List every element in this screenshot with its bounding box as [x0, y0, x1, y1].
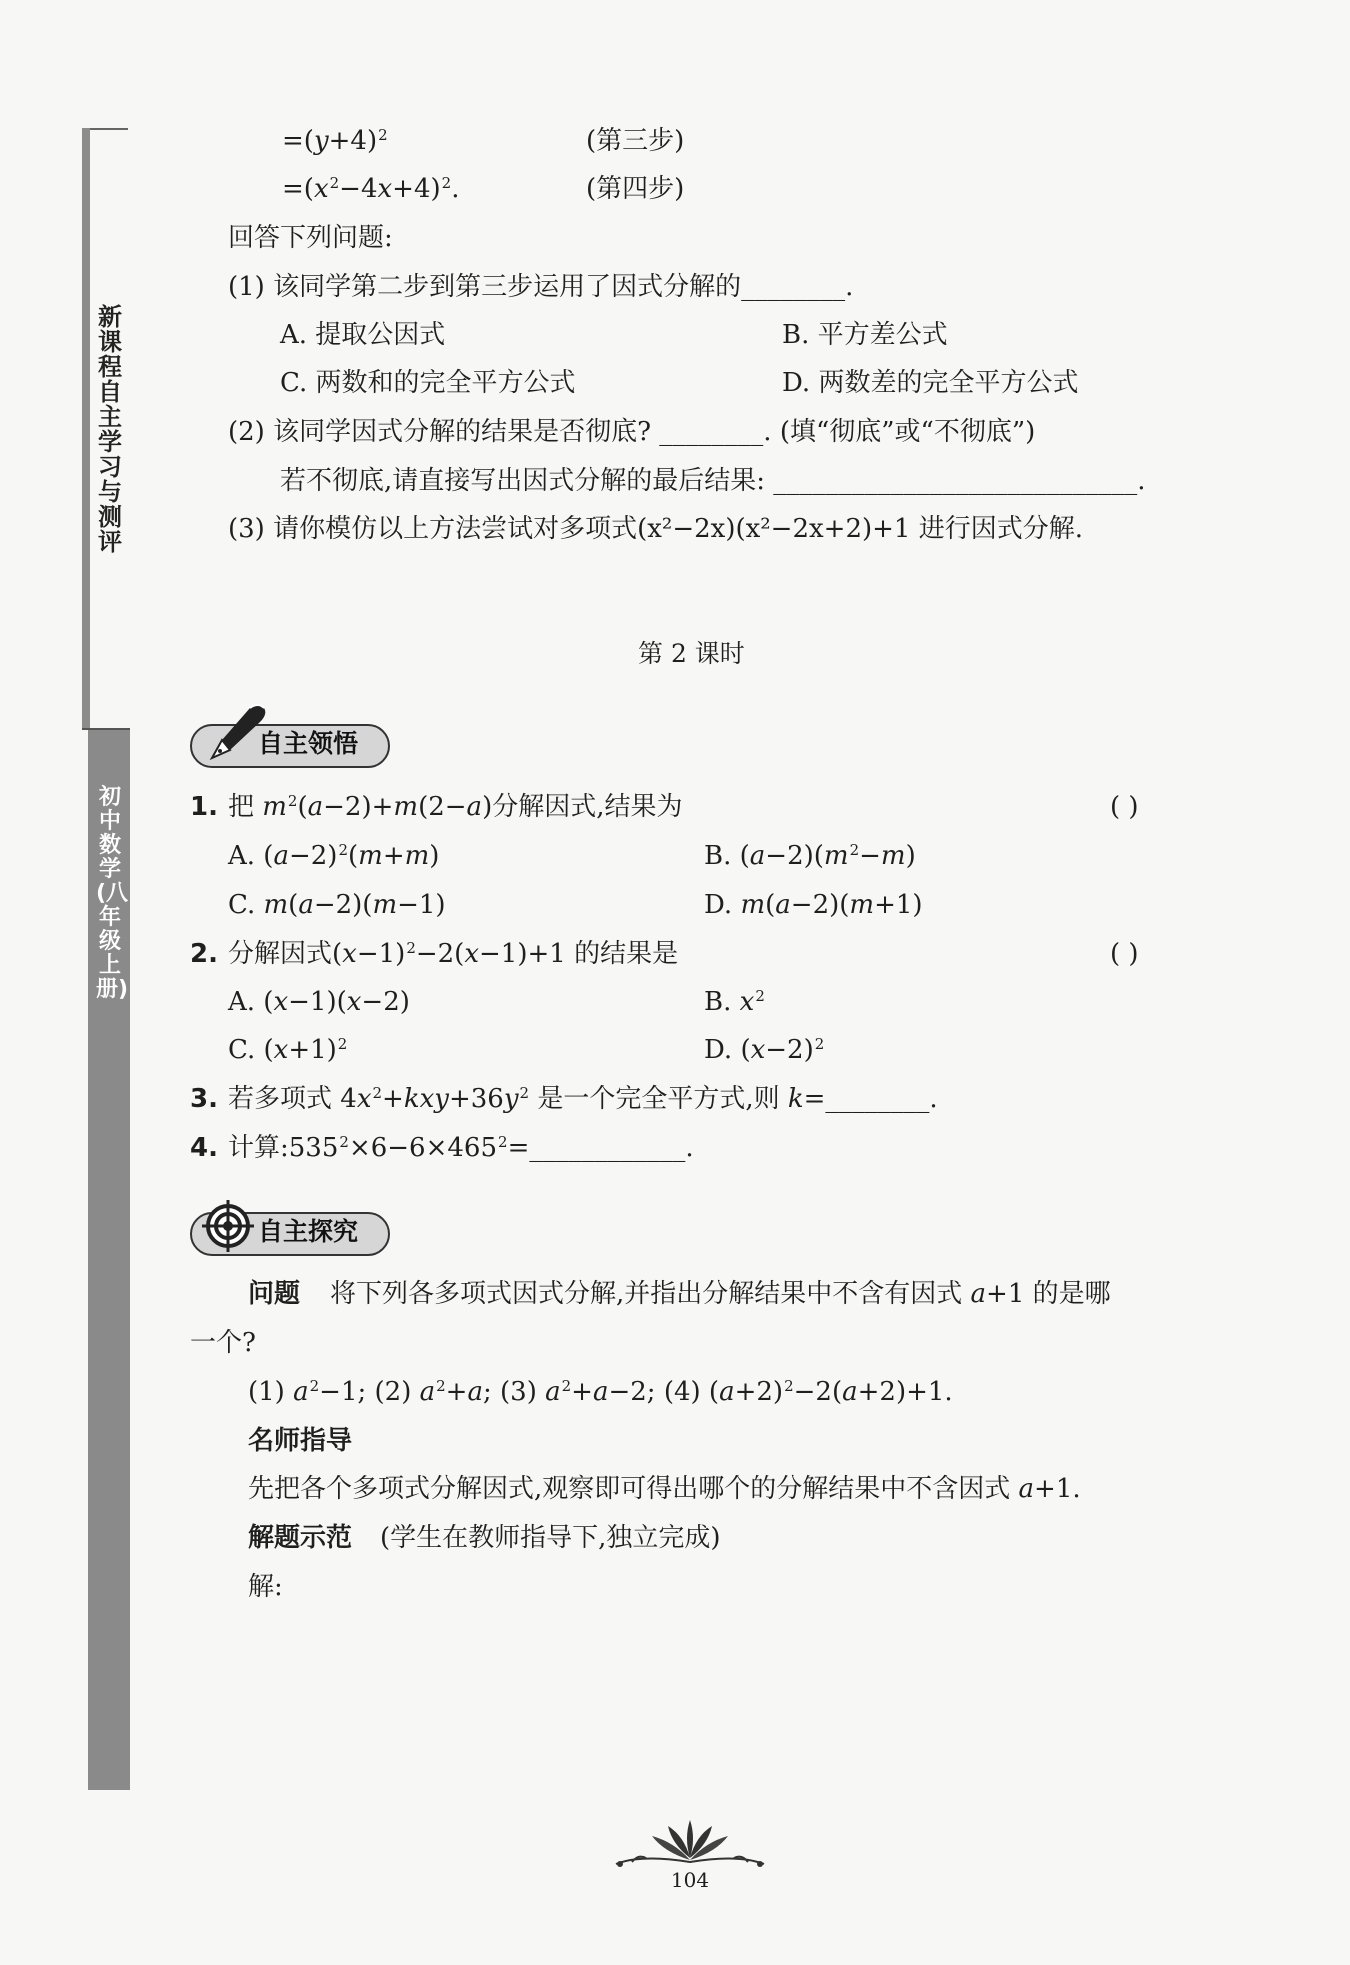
prev-q1-option-d: D. 两数差的完全平方公式 — [782, 368, 1079, 398]
section-badge-label-2: 自主探究 — [258, 1217, 359, 1246]
problem-label: 问题 — [248, 1279, 301, 1309]
s1-q2-option-a: A. (x−1)(x−2) — [228, 987, 410, 1017]
s1-q4-number: 4. — [190, 1133, 218, 1163]
step4-label: (第四步) — [586, 174, 685, 204]
s1-q2-option-b: B. $x^2$ — [704, 987, 765, 1017]
prev-q2: (2) 该同学因式分解的结果是否彻底? ________. (填“彻底”或“不彻底”) — [228, 417, 1036, 447]
prev-q3: (3) 请你模仿以上方法尝试对多项式(x²−2x)(x²−2x+2)+1 进行因式分解. — [228, 514, 1084, 544]
s1-q2-text: 分解因式$(x-1)^2-2(x-1)+1$ 的结果是 — [228, 939, 679, 969]
s1-q4-text: 计算$:535^2\times 6-6\times 465^2=\_\_\_\_\_\_\_\_\_\_\_\_$. — [228, 1133, 694, 1163]
s1-q2-option-d: D. $(x-2)^2$ — [704, 1035, 825, 1065]
s1-q1-answer-paren: ( ) — [1110, 792, 1139, 822]
prev-q1-option-b: B. 平方差公式 — [782, 320, 948, 350]
guide-label: 名师指导 — [248, 1426, 353, 1456]
s1-q2-answer-paren: ( ) — [1110, 939, 1139, 969]
s1-q2-option-c: C. $(x+1)^2$ — [228, 1035, 348, 1065]
step4-expression: $=(x^2-4x+4)^2$. — [282, 174, 460, 204]
s1-q1-text: 把 $m^2(a-2)+m(2-a)$分解因式,结果为 — [228, 792, 683, 822]
s1-q1-number: 1. — [190, 792, 218, 822]
s1-q1-option-a: A. $(a-2)^2(m+m)$ — [228, 841, 440, 871]
s1-q2-number: 2. — [190, 939, 218, 969]
step3-label: (第三步) — [586, 126, 685, 156]
s1-q3-number: 3. — [190, 1084, 218, 1114]
spine-subject: 初中数学(八年级上册) — [96, 785, 129, 1002]
lesson-title: 第 2 课时 — [638, 639, 745, 668]
prev-q1-option-a: A. 提取公因式 — [280, 320, 446, 350]
s1-q3-text: 若多项式 $4x^2+kxy+36y^2$ 是一个完全平方式,则 k=________. — [228, 1084, 938, 1114]
s1-q1-option-c: C. m(a−2)(m−1) — [228, 890, 446, 920]
problem-text-cont: 一个? — [190, 1328, 256, 1358]
prev-q1: (1) 该同学第二步到第三步运用了因式分解的________. — [228, 272, 854, 302]
step3-expression: $=(y+4)^2$ — [282, 126, 388, 156]
section-badge-label-1: 自主领悟 — [258, 729, 359, 758]
spine-top-bar — [82, 128, 90, 728]
target-icon — [200, 1196, 258, 1258]
s1-q1-option-d: D. m(a−2)(m+1) — [704, 890, 923, 920]
demo-label: 解题示范 — [248, 1523, 353, 1553]
answer-intro: 回答下列问题: — [228, 223, 393, 253]
prev-q1-option-c: C. 两数和的完全平方公式 — [280, 368, 576, 398]
problem-items: (1) $a^2-1$; (2) $a^2+a$; (3) $a^2+a-2$; (4) $(a+2)^2-2(a+2)+1$. — [248, 1377, 953, 1407]
page-number: 104 — [670, 1868, 710, 1892]
guide-text: 先把各个多项式分解因式,观察即可得出哪个的分解结果中不含因式 a+1. — [248, 1474, 1081, 1504]
s1-q1-option-b: B. $(a-2)(m^2-m)$ — [704, 841, 916, 871]
demo-note: (学生在教师指导下,独立完成) — [380, 1523, 721, 1553]
problem-text: 将下列各多项式因式分解,并指出分解结果中不含有因式 a+1 的是哪 — [330, 1279, 1111, 1309]
solution-label: 解: — [248, 1572, 283, 1602]
prev-q2-follow: 若不彻底,请直接写出因式分解的最后结果: ____________________________. — [280, 466, 1146, 496]
spine-series-title: 新课程自主学习与测评 — [98, 303, 122, 556]
